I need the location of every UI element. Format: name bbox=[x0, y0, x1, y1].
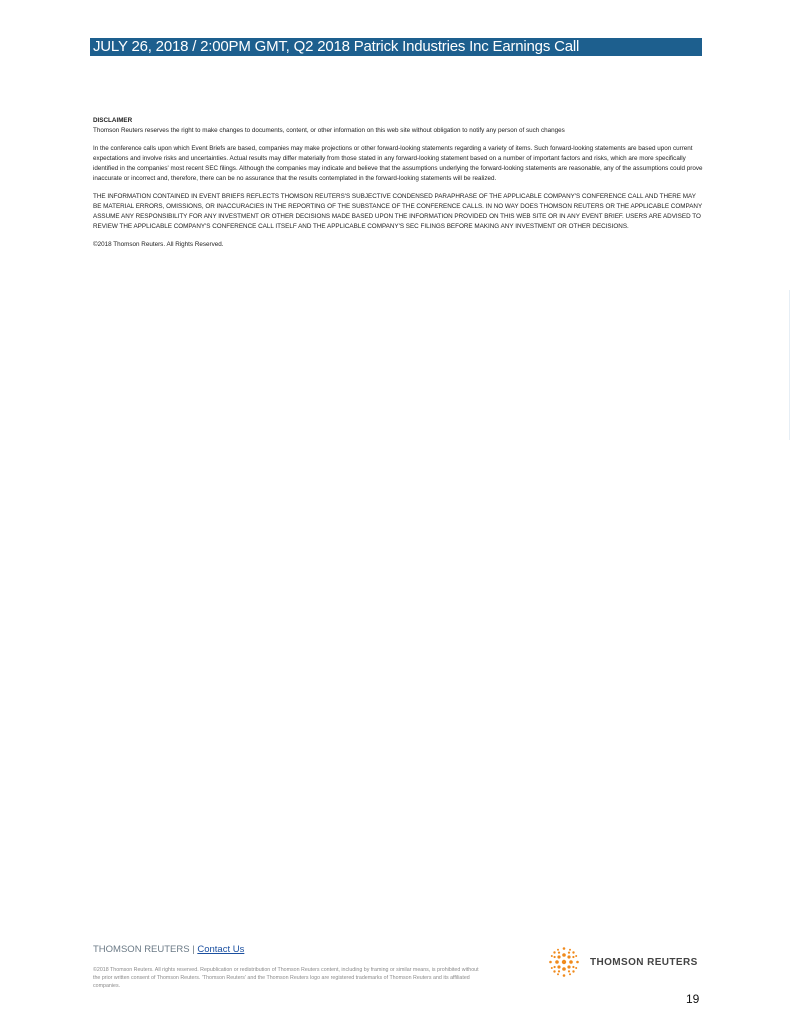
disclaimer-paragraph-1: Thomson Reuters reserves the right to make changes to documents, content, or other information on this web site without obligation to notify any person of such changes bbox=[93, 127, 565, 134]
logo-wordmark: THOMSON REUTERS bbox=[590, 956, 698, 968]
page-number: 19 bbox=[686, 992, 700, 1006]
contact-us-link[interactable]: Contact Us bbox=[197, 944, 245, 955]
footer-brand-line bbox=[93, 944, 244, 955]
footer-legal-text: ©2018 Thomson Reuters. All rights reserved. Republication or redistribution of Thomson Reuters content, including by framing or similar means, is prohibited without the prior written consent of Thomson Reuters. 'Thomson Reuters' and the Thomson Reuters logo are registered trademarks of Thomson Reuters and its affiliated companies. bbox=[93, 967, 479, 989]
disclaimer-section bbox=[93, 116, 703, 250]
footer-brand-name: THOMSON REUTERS bbox=[93, 944, 190, 955]
thomson-reuters-logo bbox=[546, 944, 698, 980]
footer-separator: | bbox=[189, 944, 198, 955]
document-header-bar bbox=[90, 38, 702, 56]
disclaimer-heading: DISCLAIMER bbox=[93, 117, 133, 124]
disclaimer-paragraph-2: In the conference calls upon which Event Briefs are based, companies may make projections or other forward-looking statements regarding a variety of items. Such forward-looking statements are based upon current expectations and involve risks and uncertainties. Actual results may differ materially from those stated in any forward-looking statement based on a number of important factors and risks, which are more specifically identified in the companies' most recent SEC filings. Although the companies may indicate and believe that the assumptions underlying the forward-looking statements are reasonable, any of the assumptions could prove inaccurate or incorrect and, therefore, there can be no assurance that the results contemplated in the forward-looking statements will be realized. bbox=[93, 145, 703, 182]
thomson-reuters-dot-sphere-icon bbox=[546, 944, 582, 980]
copyright-notice: ©2018 Thomson Reuters. All Rights Reserved. bbox=[93, 241, 224, 248]
side-divider bbox=[789, 290, 790, 440]
disclaimer-paragraph-3: THE INFORMATION CONTAINED IN EVENT BRIEFS REFLECTS THOMSON REUTERS'S SUBJECTIVE CONDENSED PARAPHRASE OF THE APPLICABLE COMPANY'S CONFERENCE CALL AND THERE MAY BE MATERIAL ERRORS, OMISSIONS, OR INACCURACIES IN THE REPORTING OF THE SUBSTANCE OF THE CONFERENCE CALLS. IN NO WAY DOES THOMSON REUTERS OR THE APPLICABLE COMPANY ASSUME ANY RESPONSIBILITY FOR ANY INVESTMENT OR OTHER DECISIONS MADE BASED UPON THE INFORMATION PROVIDED ON THIS WEB SITE OR IN ANY EVENT BRIEF. USERS ARE ADVISED TO REVIEW THE APPLICABLE COMPANY'S CONFERENCE CALL ITSELF AND THE APPLICABLE COMPANY'S SEC FILINGS BEFORE MAKING ANY INVESTMENT OR OTHER DECISIONS. bbox=[93, 193, 703, 230]
document-header-title: JULY 26, 2018 / 2:00PM GMT, Q2 2018 Patrick Industries Inc Earnings Call bbox=[93, 38, 580, 55]
